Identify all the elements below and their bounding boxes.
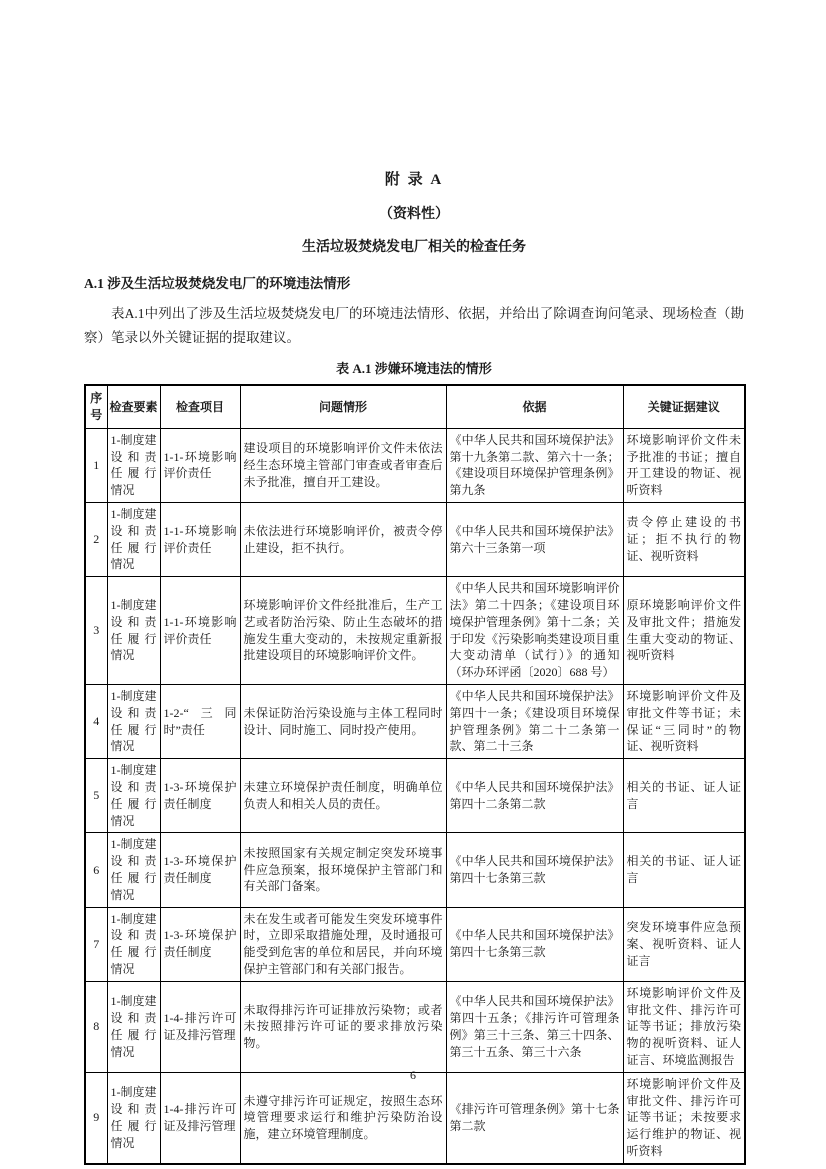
cell-item: 1-3-环境保护责任制度 [160,759,240,833]
header-row [85,385,745,428]
cell-seq: 6 [85,833,107,907]
table-row [85,428,745,502]
cell-seq: 9 [85,1072,107,1163]
cell-item: 1-3-环境保护责任制度 [160,833,240,907]
cell-seq: 7 [85,907,107,981]
cell-basis: 《中华人民共和国环境保护法》第四十五条；《排污许可管理条例》第三十三条、第三十四条、第三十五条、第三十六条 [446,981,623,1072]
cell-evidence: 原环境影响评价文件及审批文件；措施发生重大变动的物证、视听资料 [623,577,745,685]
table-row [85,833,745,907]
header-basis: 依据 [446,385,623,428]
table-row [85,577,745,685]
table-row [85,759,745,833]
cell-evidence: 环境影响评价文件及审批文件、排污许可证等书证；排放污染物的视听资料、证人证言、环境监测报告 [623,981,745,1072]
cell-element: 1-制度建设和责任履行情况 [107,907,160,981]
cell-evidence: 相关的书证、证人证言 [623,833,745,907]
cell-item: 1-2-“三同时”责任 [160,685,240,759]
cell-situation: 未保证防治污染设施与主体工程同时设计、同时施工、同时投产使用。 [240,685,446,759]
table-row [85,685,745,759]
cell-evidence: 突发环境事件应急预案、视听资料、证人证言 [623,907,745,981]
cell-evidence: 责令停止建设的书证；拒不执行的物证、视听资料 [623,503,745,577]
page-number: 6 [410,1068,416,1082]
cell-situation: 未按照国家有关规定制定突发环境事件应急预案，报环境保护主管部门和有关部门备案。 [240,833,446,907]
appendix-subtitle: （资料性） [379,207,449,222]
cell-seq: 3 [85,577,107,685]
cell-situation: 未遵守排污许可证规定，按照生态环境管理要求运行和维护污染防治设施，建立环境管理制度。 [240,1072,446,1163]
cell-element: 1-制度建设和责任履行情况 [107,503,160,577]
table-row [85,1072,745,1163]
cell-seq: 1 [85,428,107,502]
violation-table-body [85,428,745,1163]
appendix-title: 附 录 A [384,172,444,188]
cell-basis: 《排污许可管理条例》第十七条第二款 [446,1072,623,1163]
cell-element: 1-制度建设和责任履行情况 [107,685,160,759]
table-row [85,981,745,1072]
table-caption: 表 A.1 涉嫌环境违法的情形 [336,361,492,377]
cell-situation: 未在发生或者可能发生突发环境事件时，立即采取措施处理，及时通报可能受到危害的单位和居民，并向环境保护主管部门和有关部门报告。 [240,907,446,981]
cell-situation: 环境影响评价文件经批准后，生产工艺或者防治污染、防止生态破坏的措施发生重大变动的，未按规定重新报批建设项目的环境影响评价文件。 [240,577,446,685]
cell-item: 1-4-排污许可证及排污管理 [160,981,240,1072]
cell-item: 1-1-环境影响评价责任 [160,428,240,502]
intro-paragraph: 表A.1中列出了涉及生活垃圾焚烧发电厂的环境违法情形、依据，并给出了除调查询问笔录、现场检查（勘察）笔录以外关键证据的提取建议。 [84,306,744,345]
cell-element: 1-制度建设和责任履行情况 [107,759,160,833]
cell-basis: 《中华人民共和国环境保护法》第四十一条；《建设项目环境保护管理条例》第二十二条第一款、第二十三条 [446,685,623,759]
cell-situation: 未建立环境保护责任制度，明确单位负责人和相关人员的责任。 [240,759,446,833]
table-row [85,503,745,577]
cell-seq: 4 [85,685,107,759]
cell-basis: 《中华人民共和国环境保护法》第四十七条第三款 [446,833,623,907]
cell-basis: 《中华人民共和国环境影响评价法》第二十四条；《建设项目环境保护管理条例》第十二条；关于印发《污染影响类建设项目重大变动清单（试行）》的通知（环办环评函〔2020〕688 号） [446,577,623,685]
header-situation: 问题情形 [240,385,446,428]
header-element: 检查要素 [107,385,160,428]
header-item: 检查项目 [160,385,240,428]
cell-item: 1-4-排污许可证及排污管理 [160,1072,240,1163]
doc-title: 生活垃圾焚烧发电厂相关的检查任务 [302,240,526,255]
cell-element: 1-制度建设和责任履行情况 [107,1072,160,1163]
cell-evidence: 环境影响评价文件及审批文件、排污许可证等书证；未按要求运行维护的物证、视听资料 [623,1072,745,1163]
table-row [85,907,745,981]
cell-evidence: 环境影响评价文件未予批准的书证；擅自开工建设的物证、视听资料 [623,428,745,502]
cell-evidence: 环境影响评价文件及审批文件等书证；未保证“三同时”的物证、视听资料 [623,685,745,759]
cell-evidence: 相关的书证、证人证言 [623,759,745,833]
cell-item: 1-1-环境影响评价责任 [160,503,240,577]
violation-table [84,384,746,1164]
cell-seq: 2 [85,503,107,577]
cell-situation: 未取得排污许可证排放污染物；或者未按照排污许可证的要求排放污染物。 [240,981,446,1072]
cell-basis: 《中华人民共和国环境保护法》第四十二条第二款 [446,759,623,833]
cell-seq: 5 [85,759,107,833]
cell-item: 1-3-环境保护责任制度 [160,907,240,981]
cell-item: 1-1-环境影响评价责任 [160,577,240,685]
cell-element: 1-制度建设和责任履行情况 [107,833,160,907]
section-heading: A.1 涉及生活垃圾焚烧发电厂的环境违法情形 [84,276,351,291]
cell-seq: 8 [85,981,107,1072]
cell-situation: 建设项目的环境影响评价文件未依法经生态环境主管部门审查或者审查后未予批准，擅自开工建设。 [240,428,446,502]
cell-basis: 《中华人民共和国环境保护法》第四十七条第三款 [446,907,623,981]
header-evidence: 关键证据建议 [623,385,745,428]
violation-table-header [85,385,745,428]
cell-element: 1-制度建设和责任履行情况 [107,577,160,685]
cell-situation: 未依法进行环境影响评价，被责令停止建设，拒不执行。 [240,503,446,577]
cell-basis: 《中华人民共和国环境保护法》第六十三条第一项 [446,503,623,577]
header-seq: 序号 [85,385,107,428]
cell-basis: 《中华人民共和国环境保护法》第十九条第二款、第六十一条；《建设项目环境保护管理条例》第九条 [446,428,623,502]
cell-element: 1-制度建设和责任履行情况 [107,428,160,502]
cell-element: 1-制度建设和责任履行情况 [107,981,160,1072]
